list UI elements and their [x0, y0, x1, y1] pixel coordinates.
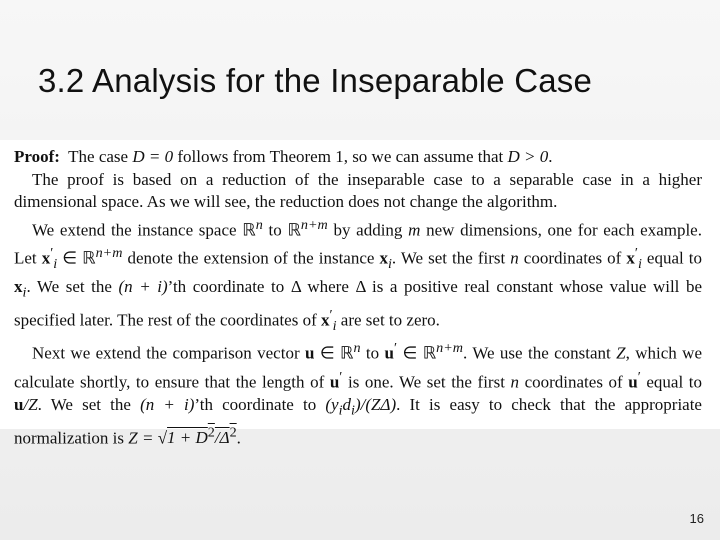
math-vector: x: [14, 276, 23, 296]
math-reals: ℝ: [82, 248, 96, 268]
text-run: where: [300, 276, 356, 296]
math-sub: i: [637, 256, 642, 273]
math-sub: i: [22, 284, 27, 301]
math-reals: ℝ: [287, 220, 301, 240]
math-vector: u: [304, 343, 315, 363]
math-vector: x: [41, 248, 51, 268]
text-run: The case: [68, 147, 133, 166]
math-op: ∈: [314, 343, 341, 363]
math-reals: ℝ: [422, 343, 437, 363]
math-prime: ′: [634, 245, 638, 262]
proof-paragraph-1: [14, 146, 702, 169]
math-vector: u: [628, 372, 638, 392]
sqrt-radicand: [167, 424, 237, 448]
math-var: Z: [616, 343, 626, 363]
text-run: is a positive real constant whose value will be specified later. The rest of the coordinates of: [14, 276, 703, 330]
proof-paragraph-4: [14, 337, 702, 450]
math-op: ∈: [57, 248, 83, 268]
math-prime: ′: [329, 306, 333, 323]
math-reals: ℝ: [340, 343, 354, 363]
text-run: . We set the first: [391, 248, 511, 268]
math-sup: n+m: [300, 216, 328, 233]
text-run: .: [548, 147, 553, 166]
math-sub: i: [351, 402, 355, 419]
text-run: ’th coordinate to: [194, 394, 326, 414]
text-run: new dimensions, one for each example. Let: [14, 220, 702, 268]
math-vector: x: [379, 248, 388, 268]
math-prime: ′: [637, 368, 641, 385]
math-sup: n+m: [95, 245, 123, 262]
math-vector: x: [321, 310, 330, 330]
math-expr: /Z: [23, 394, 38, 414]
math-var: Δ: [355, 276, 366, 296]
text-run: , which we calculate shortly, to ensure that the length of: [14, 343, 702, 392]
text-run: denote the extension of the instance: [122, 248, 380, 268]
math-sub: i: [53, 256, 58, 273]
page-number: 16: [689, 511, 704, 526]
text-run: is one. We set the first: [342, 372, 511, 392]
text-run: equal to: [641, 248, 702, 268]
math-var: Δ: [290, 276, 301, 296]
math-var: m: [408, 220, 421, 240]
math-sub: i: [338, 402, 343, 419]
text-run: follows from Theorem 1, so we can assume that: [173, 147, 508, 166]
math-reals: ℝ: [242, 220, 256, 240]
text-run: to: [262, 220, 288, 240]
text-run: . We set the: [37, 394, 141, 414]
proof-paragraph-2: The proof is based on a reduction of the inseparable case to a separable case in a higher dimensional space. As we will see, the reduction does not change the algorithm.: [14, 169, 702, 212]
math-expr: (n + i): [118, 276, 168, 296]
math-sub: i: [387, 256, 392, 273]
text-run: coordinates of: [518, 248, 627, 268]
math-expr: (n + i): [140, 394, 195, 414]
math-var: d: [342, 394, 352, 414]
text-run: coordinates of: [519, 372, 629, 392]
text-run: We extend the instance space: [32, 220, 243, 240]
text-run: . We use the constant: [463, 343, 617, 363]
math-sup: 2: [207, 424, 215, 441]
math-vector: u: [14, 394, 24, 414]
math-expr: (y: [325, 394, 339, 414]
math-op: ∈: [397, 343, 423, 363]
proof-paragraph-3: [14, 214, 702, 338]
math-expr: Z =: [128, 428, 158, 448]
slide-title: 3.2 Analysis for the Inseparable Case: [38, 62, 593, 99]
math-expr: D = 0: [132, 147, 174, 166]
math-vector: u: [329, 372, 340, 392]
text-run: . It is easy to check that the appropriate normalization is: [14, 394, 702, 448]
math-sup: 2: [229, 424, 237, 441]
math-sqrt: √: [157, 428, 168, 448]
math-expr: D > 0: [507, 147, 549, 166]
text-run: to: [360, 343, 385, 363]
math-sup: n: [255, 216, 263, 233]
proof-label: Proof:: [14, 147, 60, 166]
math-var: n: [510, 372, 519, 392]
text-run: . We set the: [26, 276, 119, 296]
text-run: ’th coordinate to: [167, 276, 291, 296]
math-expr: )/(ZΔ): [354, 394, 397, 414]
math-expr: /Δ: [214, 428, 230, 448]
proof-text: [14, 146, 702, 450]
text-run: are set to zero.: [336, 310, 440, 330]
math-vector: x: [626, 248, 635, 268]
text-run: Next we extend the comparison vector: [32, 343, 305, 363]
text-run: equal to: [640, 372, 702, 392]
text-run: by adding: [327, 220, 409, 240]
math-expr: 1 + D: [167, 428, 208, 448]
math-vector: u: [384, 343, 395, 363]
math-var: n: [510, 248, 519, 268]
math-prime: ′: [339, 368, 343, 385]
math-prime: ′: [394, 340, 398, 357]
math-prime: ′: [50, 245, 54, 262]
text-run: .: [236, 428, 241, 448]
math-sup: n: [353, 340, 361, 357]
math-sup: n+m: [436, 340, 464, 357]
math-sub: i: [332, 317, 337, 334]
